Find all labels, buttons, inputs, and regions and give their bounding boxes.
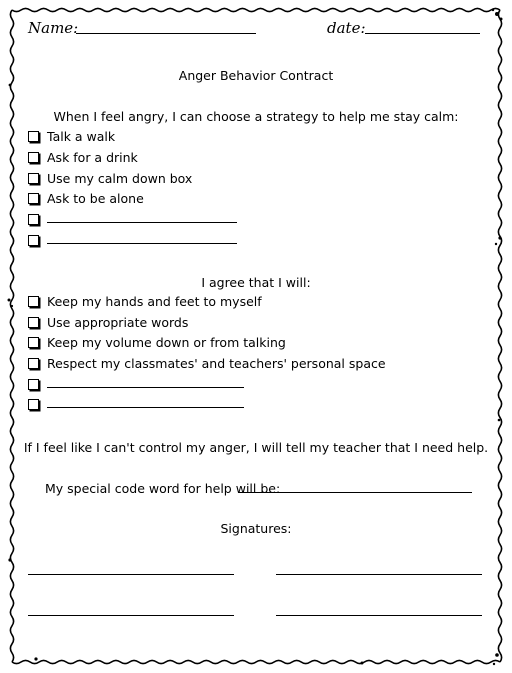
strategies-heading: When I feel angry, I can choose a strategy to help me stay calm: — [53, 109, 459, 124]
strategy-item[interactable] — [28, 149, 138, 165]
checkbox[interactable] — [28, 399, 39, 410]
agreement-item[interactable] — [28, 334, 286, 350]
strategy-item[interactable] — [28, 128, 115, 144]
checkbox[interactable] — [28, 296, 39, 307]
agreement-blank-item[interactable] — [28, 376, 244, 392]
help-statement: If I feel like I can't control my anger, I will tell my teacher that I need help. — [23, 440, 489, 455]
checkbox[interactable] — [28, 214, 39, 225]
name-label: Name: — [28, 19, 79, 37]
agreement-item[interactable] — [28, 314, 188, 330]
agreement-item-label: Respect my classmates' and teachers' personal space — [47, 355, 386, 371]
contract-title: Anger Behavior Contract — [178, 68, 334, 83]
strategy-item-label: Ask to be alone — [47, 190, 144, 206]
agreement-heading: I agree that I will: — [201, 275, 311, 290]
strategy-item[interactable] — [28, 170, 192, 186]
checkbox[interactable] — [28, 235, 39, 246]
checkbox[interactable] — [28, 193, 39, 204]
date-field-line[interactable] — [365, 33, 480, 34]
write-in-line[interactable] — [47, 400, 244, 408]
checkbox[interactable] — [28, 358, 39, 369]
signature-line[interactable] — [28, 574, 234, 575]
agreement-item[interactable] — [28, 355, 386, 371]
checkbox[interactable] — [28, 131, 39, 142]
code-word-line[interactable] — [238, 492, 472, 493]
write-in-line[interactable] — [47, 380, 244, 388]
checkbox[interactable] — [28, 317, 39, 328]
write-in-line[interactable] — [47, 215, 237, 223]
signature-line[interactable] — [28, 615, 234, 616]
name-field-line[interactable] — [76, 33, 256, 34]
signature-line[interactable] — [276, 615, 482, 616]
checkbox[interactable] — [28, 337, 39, 348]
signature-line[interactable] — [276, 574, 482, 575]
agreement-item-label: Use appropriate words — [47, 314, 189, 330]
strategy-item-label: Use my calm down box — [47, 170, 193, 186]
strategy-blank-item[interactable] — [28, 232, 237, 248]
agreement-item-label: Keep my hands and feet to myself — [47, 293, 262, 309]
signatures-heading: Signatures: — [220, 521, 292, 536]
checkbox[interactable] — [28, 173, 39, 184]
agreement-item[interactable] — [28, 293, 262, 309]
date-label: date: — [327, 19, 366, 37]
checkbox[interactable] — [28, 152, 39, 163]
strategy-item[interactable] — [28, 190, 144, 206]
strategy-item-label: Ask for a drink — [47, 149, 138, 165]
agreement-blank-item[interactable] — [28, 396, 244, 412]
strategy-blank-item[interactable] — [28, 211, 237, 227]
checkbox[interactable] — [28, 379, 39, 390]
strategy-item-label: Talk a walk — [47, 128, 116, 144]
agreement-item-label: Keep my volume down or from talking — [47, 334, 286, 350]
code-word-label: My special code word for help will be: — [45, 481, 281, 496]
write-in-line[interactable] — [47, 236, 237, 244]
